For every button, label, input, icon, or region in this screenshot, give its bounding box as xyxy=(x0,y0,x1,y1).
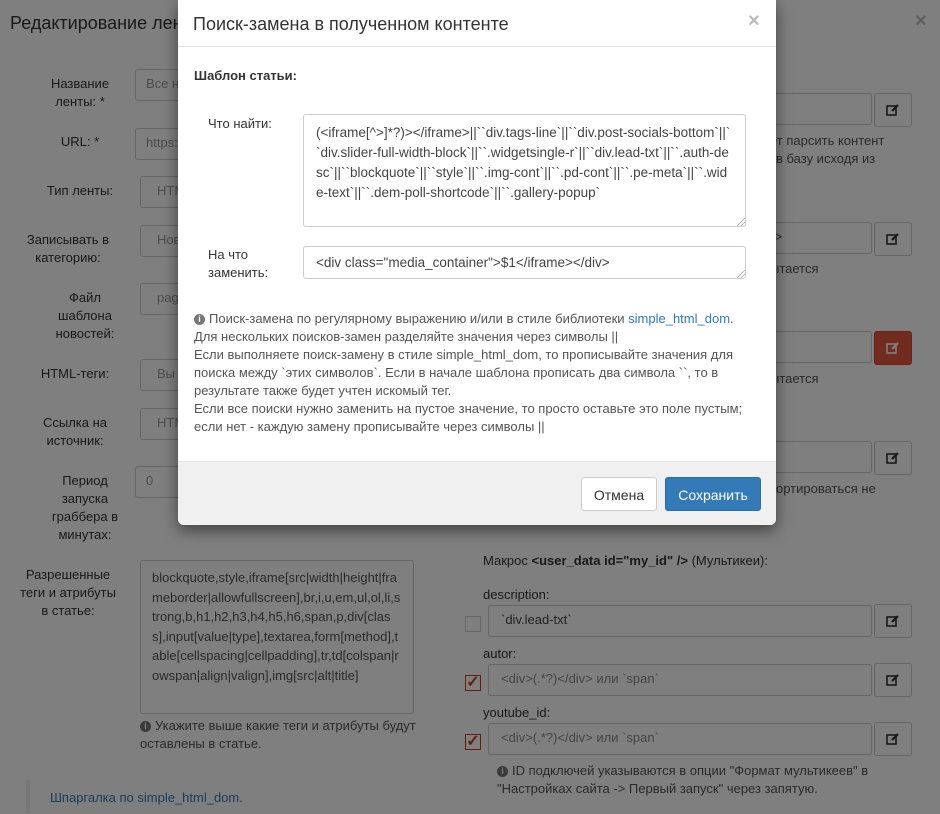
modal-title: Поиск-замена в полученном контенте xyxy=(193,14,509,34)
save-button[interactable]: Сохранить xyxy=(665,477,761,511)
help-line-2: Для нескольких поисков-замен разделяйте значения через символы || xyxy=(194,329,619,344)
help-line-1 xyxy=(194,310,764,328)
find-label: Что найти: xyxy=(208,116,272,131)
find-textarea[interactable]: (<iframe[^>]*?)></iframe>||``div.tags-line`||``div.post-socials-bottom`||``div.slider-full-width-block`||``.widgetsingle-r`||``div.lead-txt`||``.auth-desc`||``blockquote`||``style`||``.img-cont`||``.pd-cont`||``.pe-meta`||``.wide-text`||``.dem-poll-shortcode`||``.gallery-popup` xyxy=(303,114,746,227)
search-replace-modal xyxy=(178,0,776,525)
modal-header xyxy=(178,0,776,47)
modal-close-icon[interactable]: × xyxy=(748,10,760,32)
simple-html-dom-link[interactable]: simple_html_dom xyxy=(628,311,731,326)
replace-label: На что заменить: xyxy=(208,247,269,280)
info-icon: i xyxy=(194,314,205,325)
help-line-3: Если выполняете поиск-замену в стиле simple_html_dom, то прописывайте значения для поиска между `этих символов`. Если в начале шаблона прописать два символа ``, то в результате также будет учтен искомый тег. xyxy=(194,347,734,398)
section-title: Шаблон статьи: xyxy=(194,68,297,83)
help-line-4: Если все поиски нужно заменить на пустое значение, то просто оставьте это поле пустым; если нет - каждую замену прописывайте через символы || xyxy=(194,401,743,434)
modal-help xyxy=(194,310,764,436)
resize-grip-icon[interactable] xyxy=(737,270,745,278)
cancel-button[interactable]: Отмена xyxy=(581,477,657,511)
replace-textarea[interactable]: <div class="media_container">$1</iframe></div> xyxy=(303,246,746,279)
resize-grip-icon[interactable] xyxy=(737,218,745,226)
help-line-1-end: . xyxy=(730,311,734,326)
help-line-1-text: Поиск-замена по регулярному выражению и/или в стиле библиотеки xyxy=(209,311,625,326)
